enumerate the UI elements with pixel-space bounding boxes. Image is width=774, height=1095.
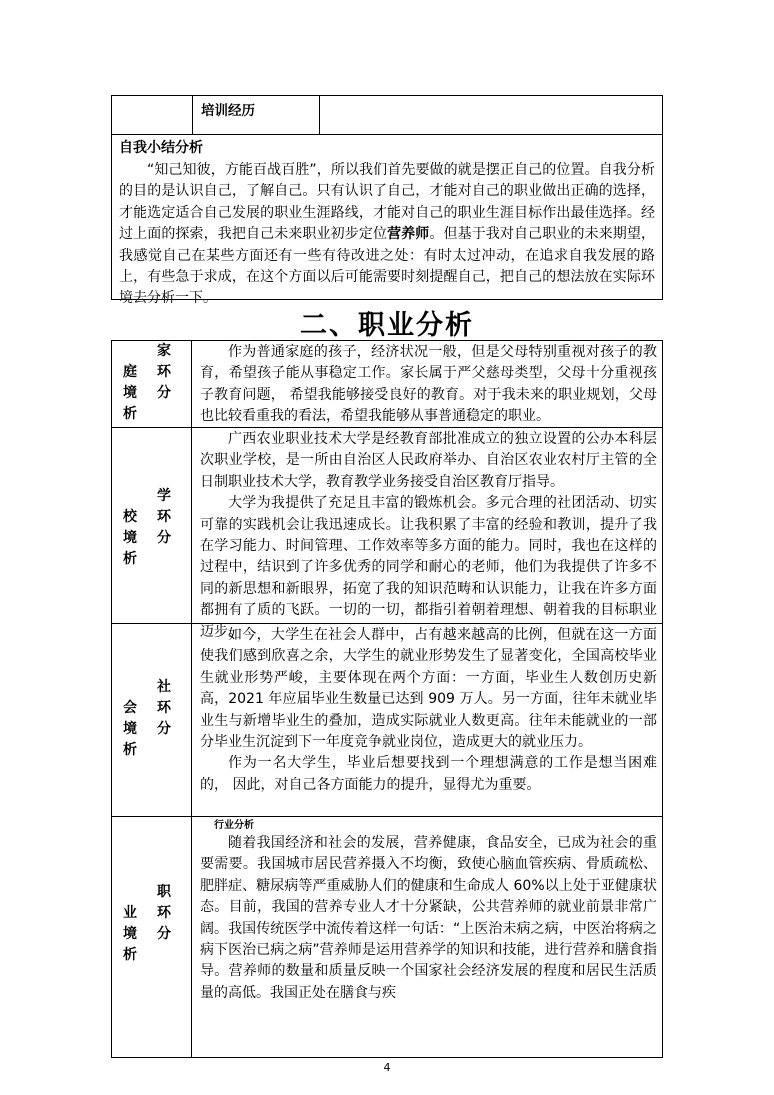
label-char: 学 [157,488,171,504]
paragraph: 如今，大学生在社会人群中，占有越来越高的比例，但就在这一方面使我们感到欣喜之余，大学生的就业形势发生了显著变化，全国高校毕业生就业形势严峻，主要体现在两个方面：一方面，毕业生人数创历史新高，2021 年应届毕业生数量已达到 909 万人。另一方面，往年未就业毕业生与新增毕业生的叠加，造成实际就业人数更高。往年未能就业的一部分毕业生沉淀到下一年度竞争就业岗位，造成更大的就业压力。 [200,627,657,751]
label-char: 分 [157,721,171,737]
industry-analysis-heading: 行业分析 [214,820,254,831]
label-char: 家 [157,343,171,359]
family-environment-row [112,341,662,428]
summary-text-part-b: 。但基于我对自己职业的未来期望，我感觉自己在某些方面还有一些有待改进之处：有时太过冲动，在追求自我发展的路上，有些急于求成，在这个方面以后可能需要时刻提醒自己，把自己的想法放在实际环境去分析一下。 [119,226,656,307]
summary-title: 自我小结分析 [119,140,203,156]
label-char: 析 [123,742,137,758]
summary-text-part-a: “知己知彼，方能百战百胜”，所以我们首先要做的就是摆正自己的位置。自我分析的目的是认识自己，了解自己。只有认识了自己，才能对自己的职业做出正确的选择，才能选定适合自己发展的职业生涯路线，才能对自己的职业生涯目标作出最佳选择。经过上面的探索，我把自己未来职业初步定位 [119,162,655,243]
training-label: 培训经历 [192,96,320,134]
row-label [112,817,192,1057]
label-char: 境 [123,385,137,401]
label-char: 环 [157,509,171,525]
paragraph: 作为一名大学生，毕业后想要找到一个理想满意的工作是想当困难的， 因此，对自己各方面能力的提升，显得尤为重要。 [200,755,657,793]
row-content [192,428,662,643]
row-label [112,624,192,816]
paragraph: 随着我国经济和社会的发展，营养健康，食品安全，已成为社会的重要需要。我国城市居民营养摄入不均衡，致使心脑血管疾病、骨质疏松、肥胖症、糖尿病等严重威胁人们的健康和生命成人 60%以上处于亚健康状态。目前，我国的营养专业人才十分紧缺，公共营养师的就业前景非常广阔。我国传统医学中流传着这样一句话：“上医治未病之病，中医治将病之病下医治已病之病”营养师是运用营养学的知识和技能，进行营养和膳食指导。营养师的数量和质量反映一个国家社会经济发展的程度和居民生活质量的高低。我国正处在膳食与疾 [200,835,657,1001]
training-row [112,96,662,135]
school-environment-row [112,428,662,640]
label-char: 职 [157,884,171,900]
self-summary-cell [112,134,662,310]
row-content [192,341,662,428]
row-content [192,624,662,796]
label-char: 业 [123,905,137,921]
label-char: 境 [123,926,137,942]
label-char: 境 [123,721,137,737]
label-char: 社 [157,679,171,695]
row-label [112,341,192,427]
section-title: 二、职业分析 [300,310,474,341]
label-char: 环 [157,905,171,921]
label-char: 分 [157,530,171,546]
career-analysis-table [111,340,663,1058]
row-content [192,817,662,1004]
row-label [112,428,192,623]
label-char: 析 [123,947,137,963]
empty-cell [112,96,193,134]
label-char: 环 [157,700,171,716]
society-environment-row [112,624,662,817]
label-char: 分 [157,385,171,401]
self-analysis-table [111,95,663,307]
label-char: 庭 [123,364,137,380]
label-char: 析 [123,406,137,422]
label-char: 会 [123,700,137,716]
profession-environment-row [112,817,662,1057]
paragraph: 大学为我提供了充足且丰富的锻炼机会。多元合理的社团活动、切实可靠的实践机会让我迅速成长。让我积累了丰富的经验和教训，提升了我在学习能力、时间管理、工作效率等多方面的能力。同时，我也在这样的过程中，结识到了许多优秀的同学和耐心的老师，他们为我提供了许多不同的新思想和新眼界，拓宽了我的知识范畴和认识能力，让我在许多方面都拥有了质的飞跃。一切的一切，都指引着朝着理想、朝着我的目标职业迈步。 [200,495,657,640]
label-char: 分 [157,926,171,942]
summary-emphasis: 营养师 [387,226,430,243]
paragraph: 广西农业职业技术大学是经教育部批准成立的独立设置的公办本科层次职业学校，是一所由自治区人民政府举办、自治区农业农村厅主管的全日制职业技术大学，教育教学业务接受自治区教育厅指导。 [200,431,657,490]
paragraph: 作为普通家庭的孩子，经济状况一般，但是父母特别重视对孩子的教育，希望孩子能从事稳定工作。家长属于严父慈母类型，父母十分重视孩子教育问题， 希望我能够接受良好的教育。对于我未来的职业规划，父母也比较看重我的看法，希望我能够从事普通稳定的职业。 [200,344,657,425]
label-char: 环 [157,364,171,380]
label-char: 析 [123,551,137,567]
label-char: 校 [123,509,137,525]
summary-text [119,160,655,310]
page-number: 4 [383,1061,391,1074]
label-char: 境 [123,530,137,546]
